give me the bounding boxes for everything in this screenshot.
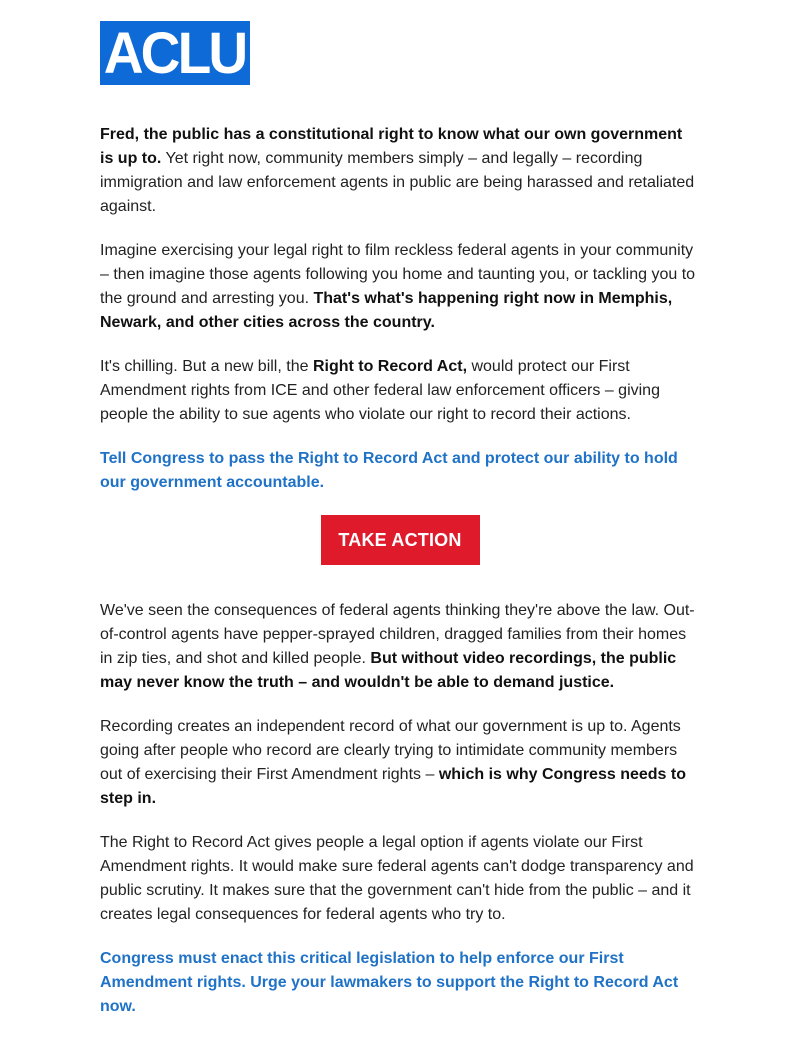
imagine-bold-text: That's what's happening right now in Memphis, Newark, and other cities across the country. bbox=[100, 290, 673, 331]
paragraph-legal-option bbox=[100, 831, 700, 927]
tell-congress-link[interactable]: Tell Congress to pass the Right to Record Act and protect our ability to hold our government accountable. bbox=[100, 450, 678, 491]
aclu-logo[interactable] bbox=[100, 21, 250, 85]
paragraph-consequences bbox=[100, 599, 700, 695]
legal-option-text: The Right to Record Act gives people a legal option if agents violate our First Amendment rights. It would make sure federal agents can't dodge transparency and public scrutiny. It makes sure that the government can't hide from the public – and it creates legal consequences for federal agents who try to. bbox=[100, 834, 694, 923]
paragraph-bill bbox=[100, 355, 700, 427]
bill-text-after: would protect our First Amendment rights from ICE and other federal law enforcement officers – giving people the ability to sue agents who violate our right to record their actions. bbox=[100, 358, 660, 423]
aclu-logo-text: ACLU bbox=[104, 21, 246, 86]
cta-row bbox=[100, 515, 700, 565]
bill-text-before: It's chilling. But a new bill, the bbox=[100, 358, 313, 375]
paragraph-imagine bbox=[100, 239, 700, 335]
intro-text: Yet right now, community members simply – and legally – recording immigration and law enforcement agents in public are being harassed and retaliated against. bbox=[100, 150, 695, 215]
intro-bold-text: Fred, the public has a constitutional right to know what our own government is up to. bbox=[100, 126, 683, 167]
recording-text: Recording creates an independent record of what our government is up to. Agents going after people who record are clearly trying to intimidate community members out of exercising their First Amendment rights – bbox=[100, 718, 681, 783]
take-action-button[interactable]: TAKE ACTION bbox=[321, 515, 480, 565]
bill-name: Right to Record Act, bbox=[312, 358, 468, 375]
paragraph-recording bbox=[100, 715, 700, 811]
consequences-bold-text: But without video recordings, the public may never know the truth – and wouldn't be able to demand justice. bbox=[100, 650, 677, 691]
email-body bbox=[100, 123, 700, 1039]
recording-bold-text: which is why Congress needs to step in. bbox=[100, 766, 686, 807]
consequences-text: We've seen the consequences of federal agents thinking they're above the law. Out-of-control agents have pepper-sprayed children, dragged families from their homes in zip ties, and shot and killed people. bbox=[100, 602, 695, 667]
paragraph-intro bbox=[100, 123, 700, 219]
urge-lawmakers-link[interactable]: Congress must enact this critical legislation to help enforce our First Amendment rights. Urge your lawmakers to support the Right to Record Act now. bbox=[100, 950, 679, 1015]
imagine-text: Imagine exercising your legal right to film reckless federal agents in your community – then imagine those agents following you home and taunting you, or tackling you to the ground and arresting you. bbox=[100, 242, 696, 307]
